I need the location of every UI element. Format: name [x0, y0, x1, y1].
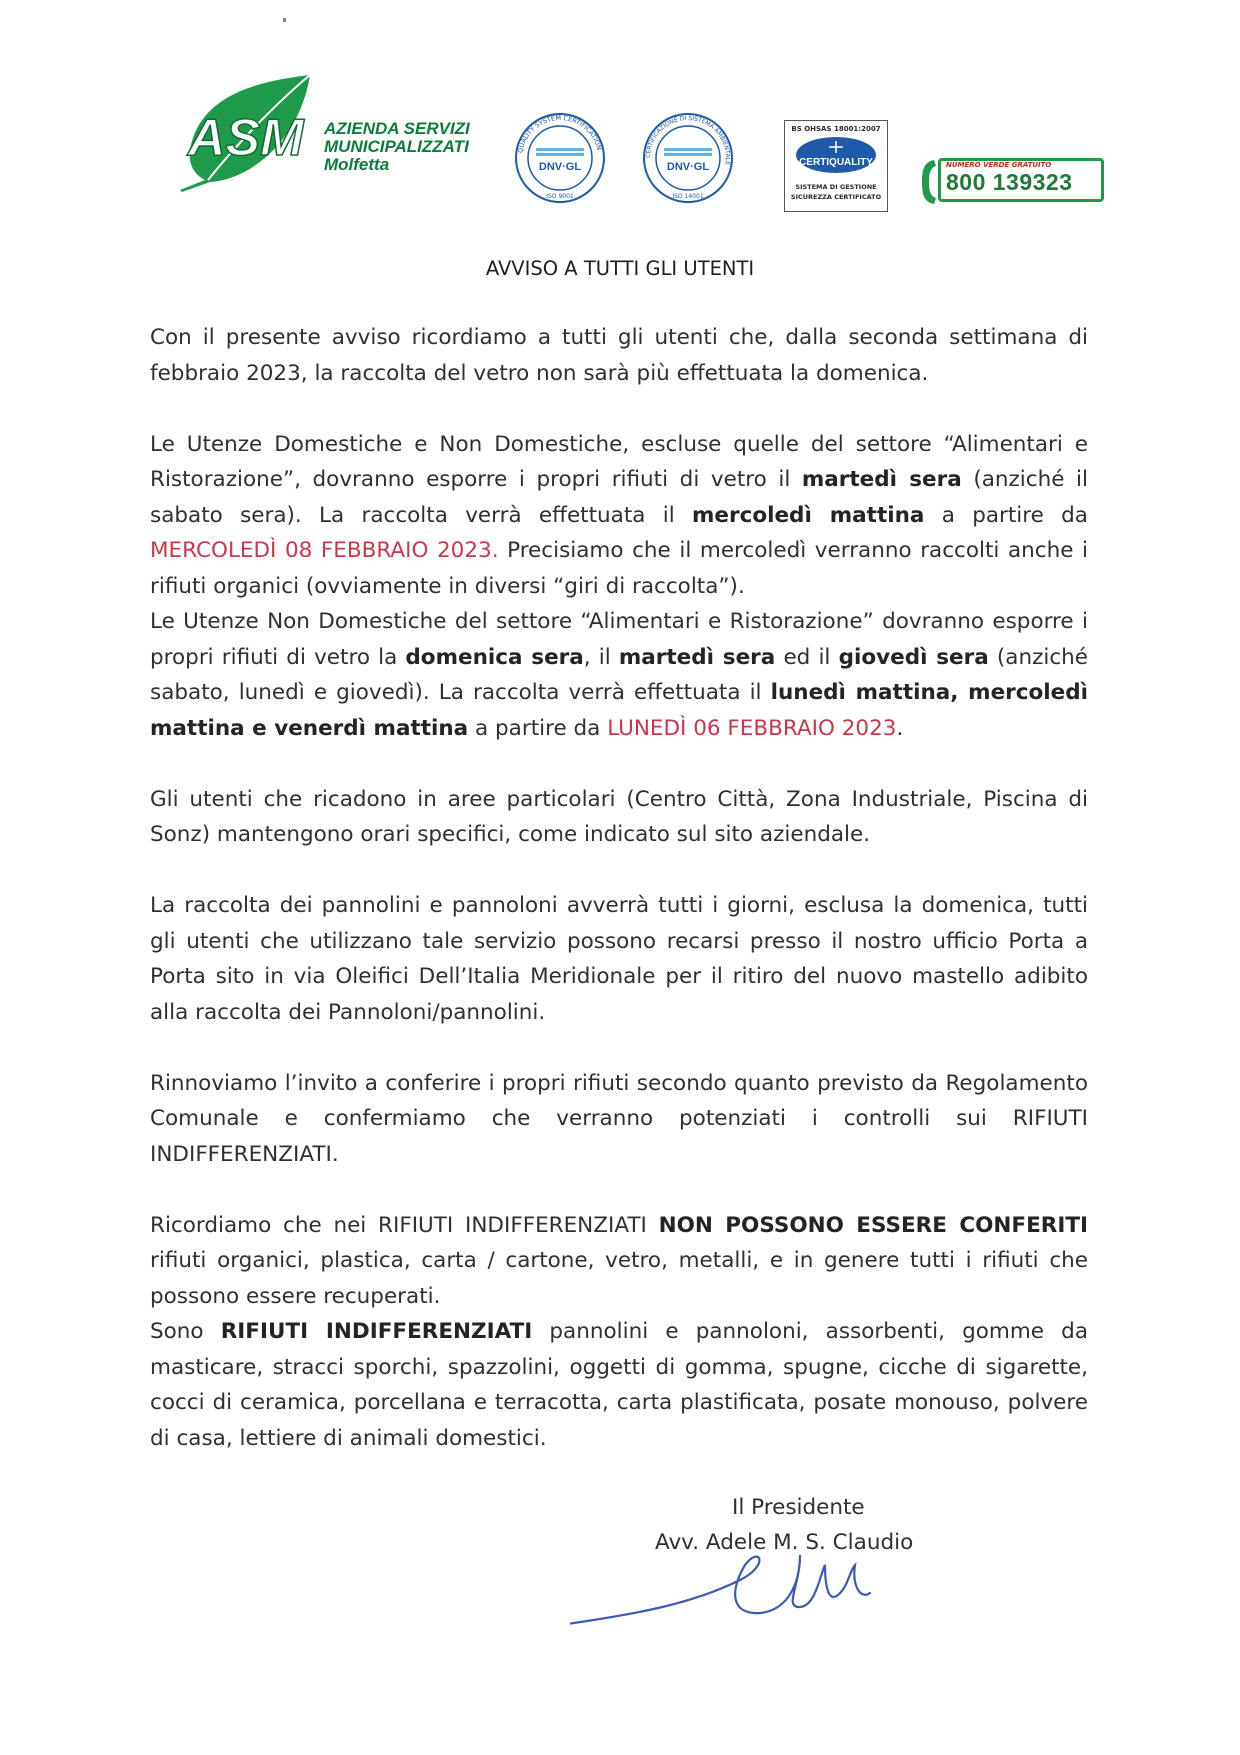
bold-run: mercoledì mattina [692, 502, 925, 528]
scan-speck [283, 18, 286, 22]
bold-run: NON POSSONO ESSERE CONFERITI [658, 1212, 1088, 1238]
leaf-logo-icon [160, 70, 330, 200]
paragraph-2 [150, 427, 1088, 605]
company-name-line3: Molfetta [324, 155, 390, 174]
text-run: (anziché il sabato sera). La raccolta verrà effettuata il [150, 467, 1088, 528]
ohsas-brand: CERTIQUALITY [799, 157, 873, 168]
company-name [324, 120, 470, 174]
dnv-certificate-icon [512, 110, 608, 206]
signature-name: Avv. Adele M. S. Claudio [655, 1530, 914, 1555]
ohsas-top: BS OHSAS 18001:2007 [791, 125, 881, 133]
text-run: rifiuti organici, plastica, carta / cartone, vetro, metalli, e in genere tutti i rifiuti che possono essere recuperati. [150, 1248, 1088, 1309]
signature-scribble [570, 1525, 990, 1645]
text-run: a partire da [924, 502, 1088, 528]
bold-run: martedì sera [801, 467, 962, 492]
text-run: , il [583, 644, 619, 670]
logo-mark: ASM [188, 109, 304, 167]
cert1-ring-text: QUALITY SYSTEM CERTIFICATION [516, 113, 604, 154]
text-run: pannolini e pannoloni, assorbenti, gomme da masticare, stracci sporchi, spazzolini, oggetti di gomma, spugne, cicche di sigarette, cocci di ceramica, porcellana e terracotta, carta plastificata, posate monouso, polvere di casa, lettiere di animali domestici. [150, 1319, 1088, 1451]
text-run: ed il [775, 644, 839, 670]
paragraph-4: Gli utenti che ricadono in aree particolari (Centro Città, Zona Industriale, Piscina di Sonz) mantengono orari specifici, come indicato sul sito aziendale. [150, 786, 1088, 847]
bold-run: domenica sera [405, 644, 584, 670]
paragraph-7 [150, 1208, 1088, 1315]
notice-body [150, 320, 1088, 1456]
certiquality-icon [791, 133, 881, 177]
bold-run: giovedì sera [838, 644, 989, 670]
cert1-brand: DNV·GL [538, 161, 582, 173]
dnv-certificate-icon [640, 110, 736, 206]
paragraph-6: Rinnoviamo l’invito a conferire i propri rifiuti secondo quanto previsto da Regolamento Comunale e confermiamo che verranno potenziati i controlli sui RIFIUTI INDIFFERENZIATI. [150, 1070, 1088, 1167]
text-run: (anziché sabato, lunedì e giovedì). La raccolta verrà effettuata il [150, 644, 1089, 705]
paragraph-1: Con il presente avviso ricordiamo a tutti gli utenti che, dalla seconda settimana di febbraio 2023, la raccolta del vetro non sarà più effettuata la domenica. [150, 325, 1088, 386]
ohsas-bottom2: SICUREZZA CERTIFICATO [790, 193, 882, 201]
iso14001-cert-badge [640, 110, 736, 206]
svg-text:CERTIFICAZIONE DI SISTEMA AMBI [645, 115, 731, 166]
iso9001-cert-badge [512, 110, 608, 206]
cert1-iso: ISO 9001 [546, 193, 574, 200]
ohsas-bottom1: SISTEMA DI GESTIONE [795, 183, 877, 191]
notice-title: AVVISO A TUTTI GLI UTENTI [485, 257, 755, 280]
bold-run: lunedì mattina, mercoledì mattina e venerdì mattina [150, 680, 1088, 741]
text-run: Le Utenze Non Domestiche del settore “Alimentari e Ristorazione” dovranno esporre i propri rifiuti di vetro la [150, 609, 1088, 670]
ohsas-cert-badge [784, 120, 888, 212]
cert2-iso: ISO 14001 [672, 193, 704, 200]
paragraph-3 [150, 604, 1088, 746]
text-run: Sono [150, 1319, 221, 1344]
start-date-highlight: MERCOLEDÌ 08 FEBBRAIO 2023. [150, 538, 499, 563]
text-run: Precisiamo che il mercoledì verranno raccolti anche i rifiuti organici (ovviamente in diversi “giri di raccolta”). [150, 538, 1088, 599]
paragraph-8 [150, 1314, 1088, 1456]
cert2-ring-text: CERTIFICAZIONE DI SISTEMA AMBIENTALE [644, 114, 732, 166]
asm-logo [160, 70, 470, 200]
bold-run: martedì sera [618, 644, 776, 670]
letterhead [150, 70, 1110, 220]
text-run: a partire da [468, 715, 608, 741]
paragraph-5: La raccolta dei pannolini e pannoloni avverrà tutti i giorni, esclusa la domenica, tutti gli utenti che utilizzano tale servizio possono recarsi presso il nostro ufficio Porta a Porta sito in via Oleifici Dell’Italia Meridionale per il ritiro del nuovo mastello adibito alla raccolta dei Pannoloni/pannolini. [150, 893, 1088, 1025]
phone-icon [918, 158, 940, 206]
cert2-brand: DNV·GL [666, 161, 710, 173]
bold-run: RIFIUTI INDIFFERENZIATI [220, 1319, 533, 1344]
toll-free-label: NUMERO VERDE GRATUITO [946, 161, 1052, 169]
toll-free-value: 800 139323 [946, 169, 1073, 195]
start-date-highlight: LUNEDÌ 06 FEBBRAIO 2023 [607, 715, 897, 741]
text-run: Ricordiamo che nei RIFIUTI INDIFFERENZIATI [150, 1212, 659, 1238]
signature-role: Il Presidente [732, 1495, 865, 1520]
company-name-line1: AZIENDA SERVIZI [324, 119, 470, 138]
text-run: . [896, 715, 904, 741]
text-run: Le Utenze Domestiche e Non Domestiche, escluse quelle del settore “Alimentari e Ristorazione”, dovranno esporre i propri rifiuti di vetro il [150, 431, 1088, 492]
scan-speck [206, 268, 214, 276]
toll-free-number [918, 158, 1108, 206]
company-name-line2: MUNICIPALIZZATI [324, 137, 469, 156]
